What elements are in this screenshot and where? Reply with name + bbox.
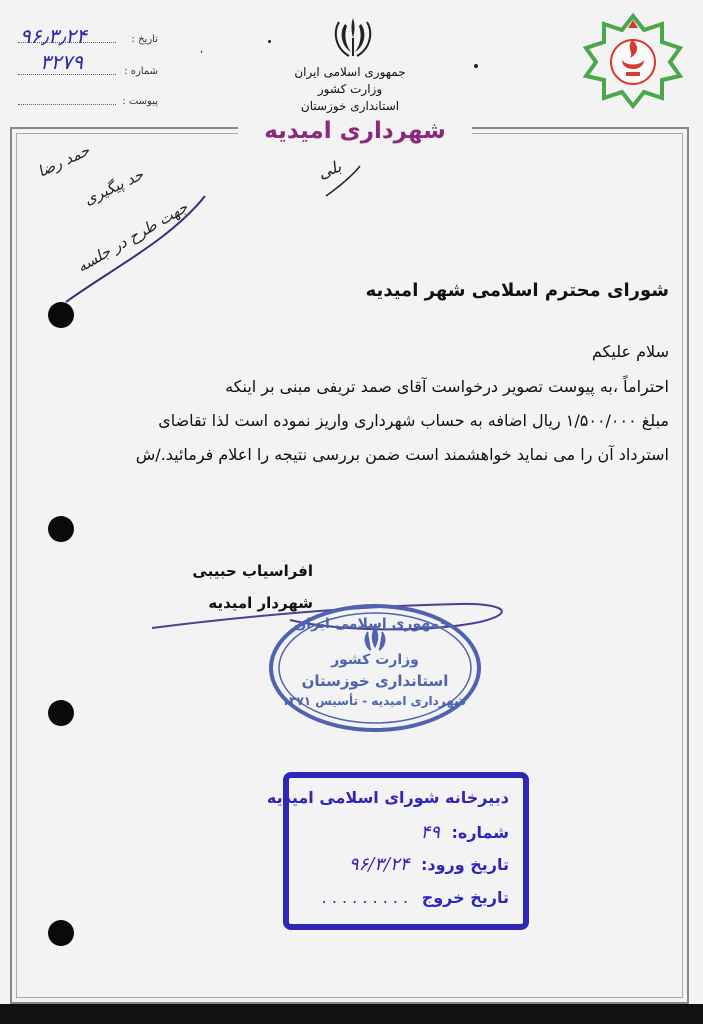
number-value: ۳۲۷۹ xyxy=(40,50,83,74)
attachment-label: پیوست : xyxy=(122,96,158,107)
secretariat-exit-row: تاریخ خروج . . . . . . . . . xyxy=(321,888,509,907)
date-value: ۹۶٫۳٫۲۴ xyxy=(20,24,87,48)
margin-note-top: بلی xyxy=(315,156,344,183)
secretariat-entry-row xyxy=(349,854,509,875)
letter-body-line: احتراماً ،به پیوست تصویر درخواست آقای صمد تریفی مبنی بر اینکه xyxy=(225,377,669,396)
secretariat-stamp-title: دبیرخانه شورای اسلامی امیدیه xyxy=(266,788,509,807)
header-country: جمهوری اسلامی ایران xyxy=(294,65,406,79)
oval-stamp-line4: شهرداری امیدیه - تأسیس ۱۳۷۱ xyxy=(281,694,466,708)
punch-hole xyxy=(48,920,74,946)
scan-edge-band xyxy=(0,1004,703,1024)
letter-body-line: استرداد آن را می نماید خواهشمند است ضمن بررسی نتیجه را اعلام فرمائید./ش xyxy=(135,445,669,464)
header-province: استانداری خوزستان xyxy=(300,99,400,113)
letter-body-line: مبلغ ۱/۵۰۰/۰۰۰ ریال اضافه به حساب شهرداری واریز نموده است لذا تقاضای xyxy=(158,411,669,430)
oval-stamp-line3: استانداری خوزستان xyxy=(301,672,449,690)
oval-stamp-line1: جمهوری اسلامی ایران xyxy=(294,616,450,632)
signatory-name: افراسیاب حبیبی xyxy=(192,562,313,580)
header-ministry: وزارت کشور xyxy=(317,82,383,96)
margin-ink-line xyxy=(326,166,360,196)
secretariat-stamp xyxy=(266,772,529,930)
margin-note-2: حد پیگیری xyxy=(81,165,147,209)
header-mark: , xyxy=(200,44,204,55)
secretariat-entry-label: تاریخ ورود: xyxy=(420,855,509,874)
number-label: شماره : xyxy=(124,66,158,77)
municipality-title: شهرداری امیدیه xyxy=(264,118,446,144)
secretariat-entry-value: ۹۶/۳/۲۴ xyxy=(348,854,410,875)
letter-greeting: سلام علیکم xyxy=(591,342,669,361)
secretariat-number-label: شماره: xyxy=(451,823,509,842)
punch-hole xyxy=(48,302,74,328)
punch-hole xyxy=(48,700,74,726)
signatory-title: شهردار امیدیه xyxy=(208,594,313,612)
punch-hole xyxy=(48,516,74,542)
secretariat-number-value: ۴۹ xyxy=(420,822,440,843)
letter-addressee: شورای محترم اسلامی شهر امیدیه xyxy=(365,280,669,301)
secretariat-number-row xyxy=(421,822,509,843)
margin-ink-line xyxy=(66,196,205,302)
oval-stamp-line2: وزارت کشور xyxy=(331,652,419,668)
margin-note-1: حمد رضا xyxy=(34,141,93,181)
secretariat-exit-label: تاریخ خروج xyxy=(421,888,509,907)
date-label: تاریخ : xyxy=(131,34,158,45)
margin-note-3: جهت طرح در جلسه xyxy=(73,198,191,276)
